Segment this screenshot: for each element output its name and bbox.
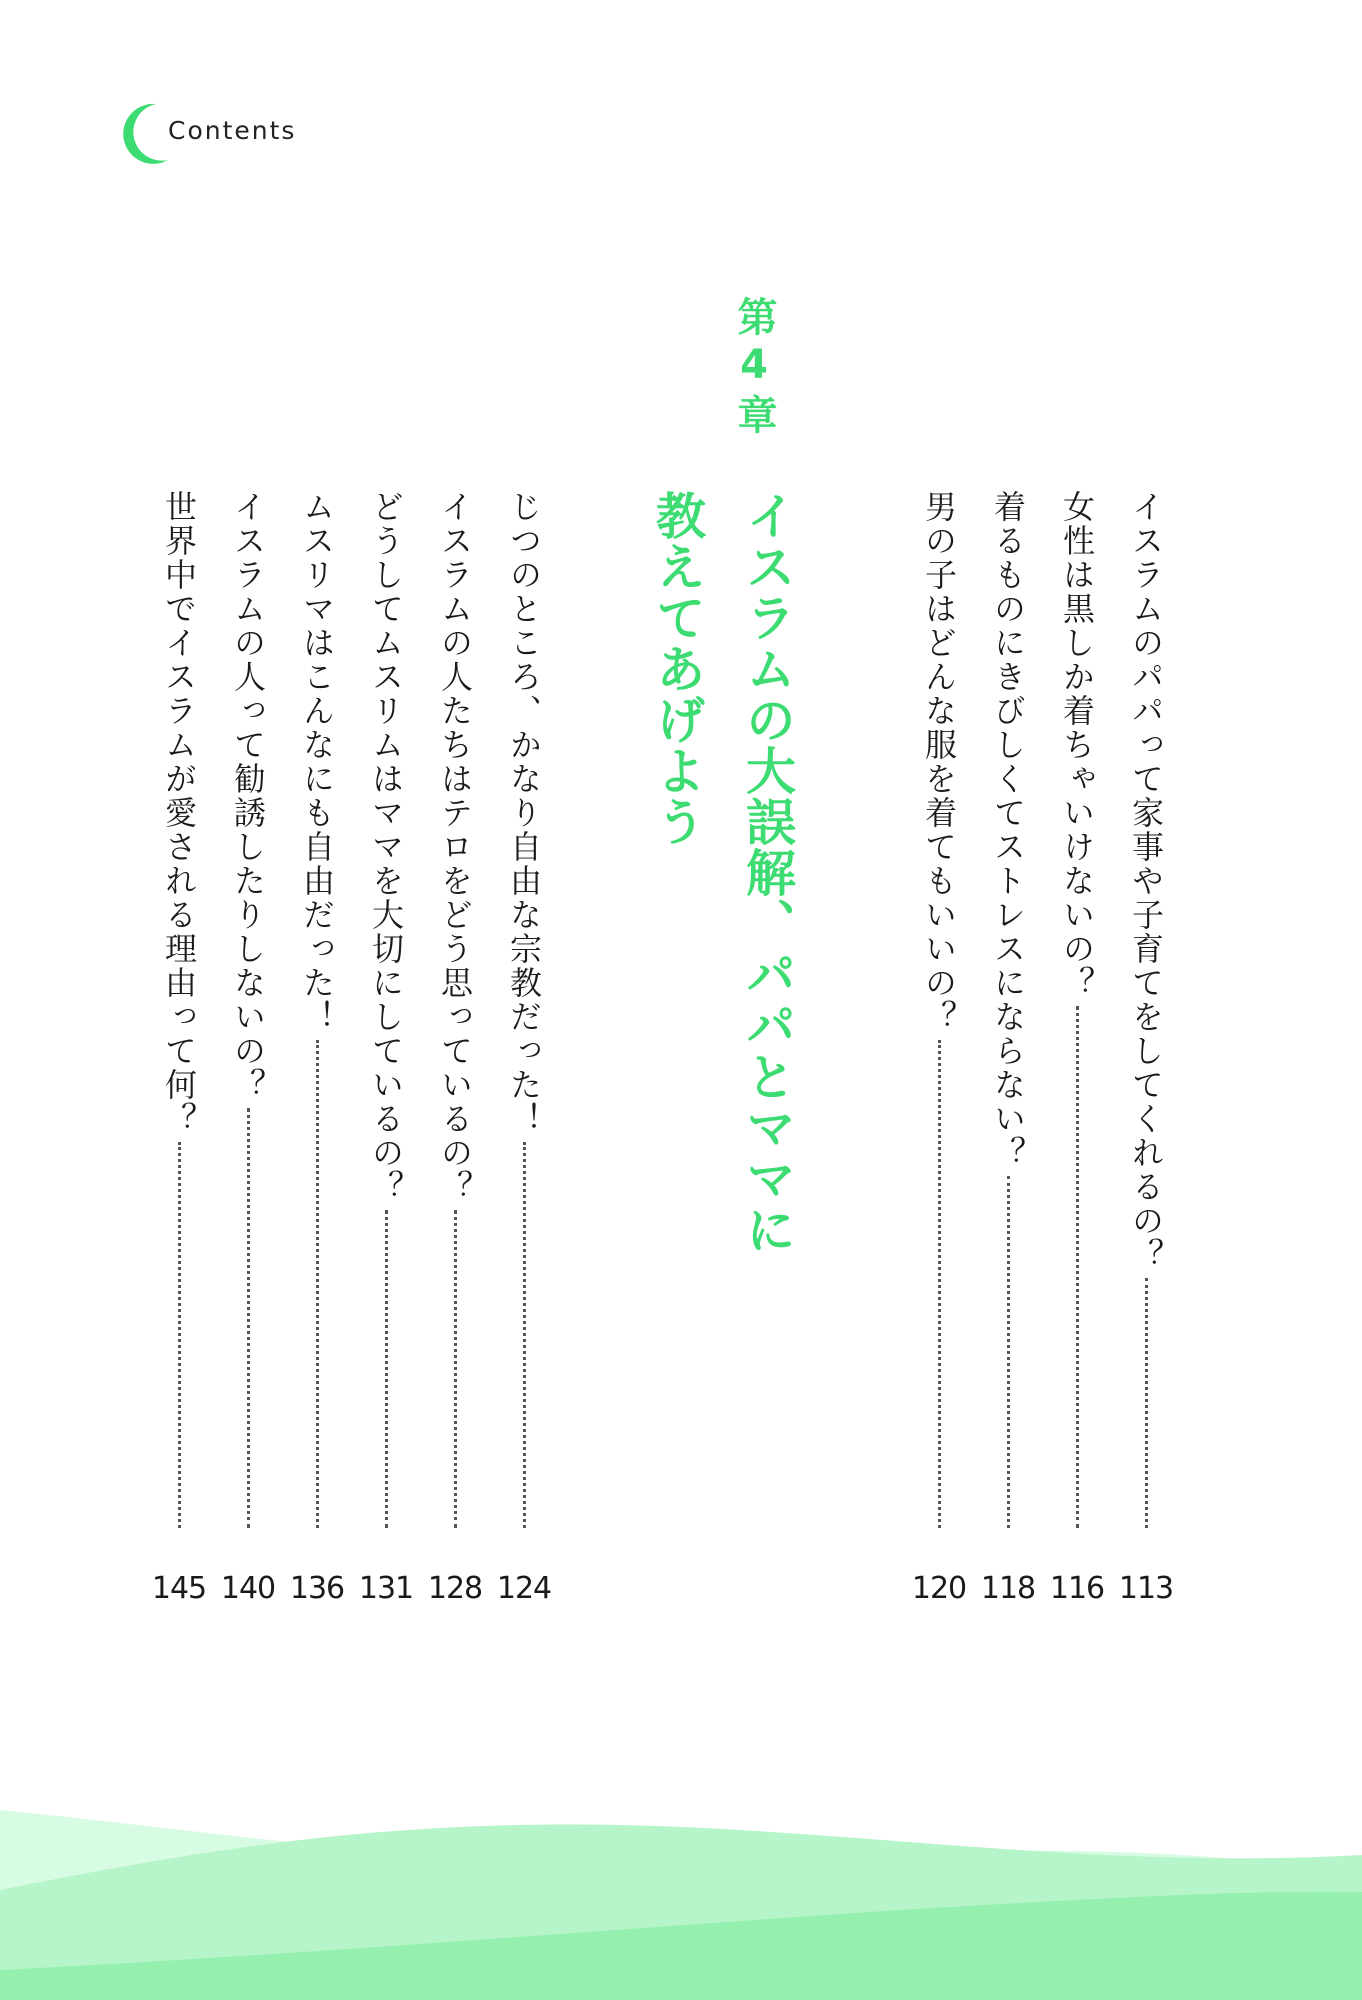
toc-entry[interactable] (1118, 490, 1174, 1606)
toc-entry-page: 118 (980, 1571, 1036, 1606)
toc-entry-page: 145 (151, 1571, 207, 1606)
toc-entry[interactable] (911, 490, 967, 1606)
toc-entry[interactable] (427, 490, 483, 1606)
dot-leader (178, 1142, 181, 1528)
toc-entry-title: 男の子はどんな服を着てもいいの？ (920, 490, 958, 1034)
dot-leader (1007, 1176, 1010, 1528)
chapter-title: イスラムの大誤解、パパとママに教えてあげよう (648, 490, 796, 1255)
toc-entry-title: イスラムのパパって家事や子育てをしてくれるの？ (1127, 490, 1165, 1272)
dot-leader (247, 1108, 250, 1528)
dot-leader (1145, 1278, 1148, 1528)
contents-label: Contents (168, 116, 297, 145)
contents-header (112, 98, 392, 168)
toc-entry[interactable] (496, 490, 552, 1606)
toc-entry[interactable] (151, 490, 207, 1606)
toc-entry-title: 世界中でイスラムが愛される理由って何？ (160, 490, 198, 1136)
wave-decoration (0, 1780, 1362, 2000)
dot-leader (938, 1040, 941, 1528)
toc-entry-page: 140 (220, 1571, 276, 1606)
toc-entry[interactable] (1049, 490, 1105, 1606)
dot-leader (385, 1210, 388, 1528)
toc-entry[interactable] (220, 490, 276, 1606)
toc-entry-page: 120 (911, 1571, 967, 1606)
toc-entry[interactable] (289, 490, 345, 1606)
toc-entry-page: 116 (1049, 1571, 1105, 1606)
toc-entry-page: 113 (1118, 1571, 1174, 1606)
chapter-number: 第4章 (731, 296, 777, 440)
toc-entry[interactable] (980, 490, 1036, 1606)
toc-entry-title: どうしてムスリムはママを大切にしているの？ (367, 490, 405, 1204)
dot-leader (316, 1040, 319, 1528)
toc-entry-title: イスラムの人たちはテロをどう思っているの？ (436, 490, 474, 1204)
dot-leader (454, 1210, 457, 1528)
toc-entry-title: 女性は黒しか着ちゃいけないの？ (1058, 490, 1096, 1000)
toc-entry-title: 着るものにきびしくてストレスにならない？ (989, 490, 1027, 1170)
toc-entry-page: 131 (358, 1571, 414, 1606)
toc-entry-title: じつのところ、かなり自由な宗教だった！ (505, 490, 543, 1136)
crescent-icon (112, 98, 172, 168)
toc-entry-page: 128 (427, 1571, 483, 1606)
toc-entry[interactable] (358, 490, 414, 1606)
toc-entry-title: ムスリマはこんなにも自由だった！ (298, 490, 336, 1034)
toc-entry-title: イスラムの人って勧誘したりしないの？ (229, 490, 267, 1102)
dot-leader (523, 1142, 526, 1528)
toc-entry-page: 124 (496, 1571, 552, 1606)
toc-entry-page: 136 (289, 1571, 345, 1606)
dot-leader (1076, 1006, 1079, 1528)
